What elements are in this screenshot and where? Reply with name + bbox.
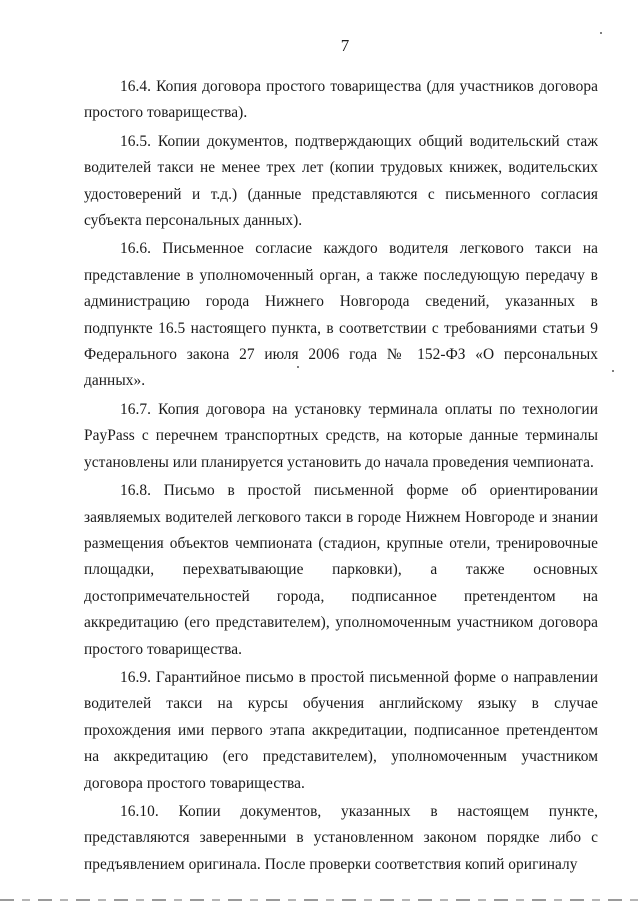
scan-bottom-edge <box>0 899 640 901</box>
paragraph-16-8: 16.8. Письмо в простой письменной форме об ориентировании заявляемых водителей легкового такси в городе Нижнем Новгороде и знании размещения объектов чемпионата (стадион, крупные отели, тренировочные площадки, перехватывающие парковки), а также основных достопримечательностей города, подписанное претендентом на аккредитацию (его представителем), уполномоченным участником договора простого товарищества. <box>84 482 598 658</box>
paragraph-16-10: 16.10. Копии документов, указанных в настоящем пункте, представляются заверенными в установленном законом порядке либо с предъявлением оригинала. После проверки соответствия копий оригиналу <box>84 802 598 873</box>
page-number: 7 <box>340 36 350 55</box>
scan-artifact <box>297 366 299 368</box>
paragraph-16-9: 16.9. Гарантийное письмо в простой письменной форме о направлении водителей такси на курсы обучения английскому языку в случае прохождения ими первого этапа аккредитации, подписанное претендентом на аккредитацию (его представителем), уполномоченным участником договора простого товарищества. <box>84 668 598 792</box>
scan-artifact <box>600 32 602 34</box>
paragraph-16-5: 16.5. Копии документов, подтверждающих общий водительский стаж водителей такси не менее трех лет (копии трудовых книжек, водительских удостоверений и т.д.) (данные представляются с письменного согласия субъекта персональных данных). <box>84 132 598 230</box>
paragraph-16-6: 16.6. Письменное согласие каждого водителя легкового такси на представление в уполномоченный орган, а также последующую передачу в администрацию города Нижнего Новгорода сведений, указанных в подпункте 16.5 настоящего пункта, в соответствии с требованиями статьи 9 Федерального закона 27 июля 2006 года № 152-ФЗ «О персональных данных». <box>84 240 598 390</box>
paragraph-16-4: 16.4. Копия договора простого товарищества (для участников договора простого товарищества). <box>84 78 598 122</box>
scan-artifact <box>612 370 614 372</box>
paragraph-16-7: 16.7. Копия договора на установку терминала оплаты по технологии PayPass с перечнем транспортных средств, на которые данные терминалы установлены или планируется установить до начала проведения чемпионата. <box>84 400 598 471</box>
